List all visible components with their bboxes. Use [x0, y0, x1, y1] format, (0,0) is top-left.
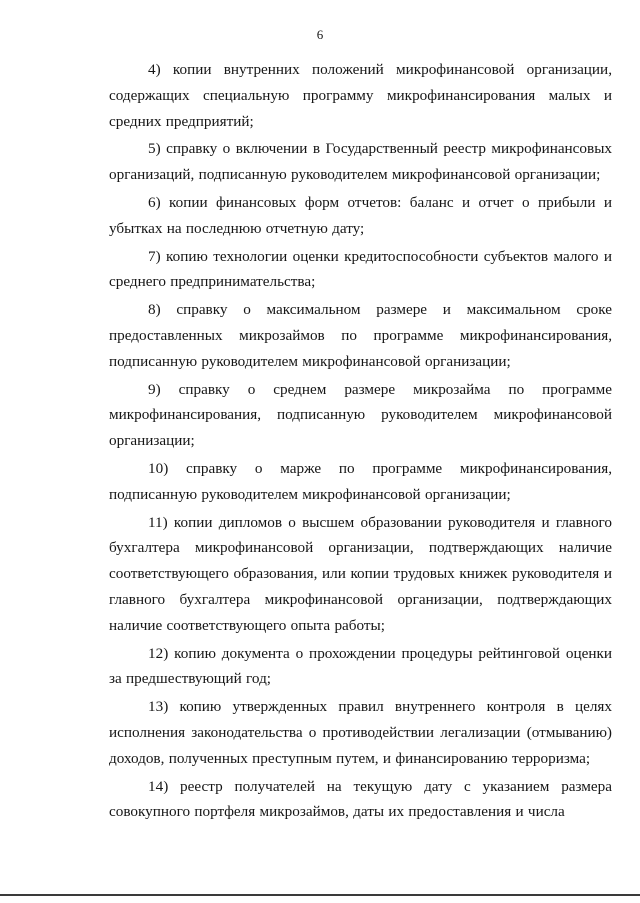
list-item-5: 5) справку о включении в Государственный реестр микрофинансовых организаций, подписанную руководителем микрофинансовой организации; — [109, 140, 612, 184]
list-item-9: 9) справку о среднем размере микрозайма по программе микрофинансирования, подписанную руководителем микрофинансовой организации; — [109, 380, 612, 450]
list-item-11: 11) копии дипломов о высшем образовании руководителя и главного бухгалтера микрофинансовой организации, подтверждающих наличие соответствующего образования, или копии трудовых книжек руководителя и главного бухгалтера микрофинансовой организации, подтверждающих наличие соответствующего опыта работы; — [109, 513, 612, 634]
list-item-13: 13) копию утвержденных правил внутреннего контроля в целях исполнения законодательства о противодействии легализации (отмыванию) доходов, полученных преступным путем, и финансированию терроризма; — [109, 698, 612, 767]
document-body — [109, 57, 612, 827]
list-item-8: 8) справку о максимальном размере и максимальном сроке предоставленных микрозаймов по программе микрофинансирования, подписанную руководителем микрофинансовой организации; — [109, 301, 612, 370]
list-item-14: 14) реестр получателей на текущую дату с указанием размера совокупного портфеля микрозаймов, даты их предоставления и числа — [109, 777, 612, 821]
list-item-7: 7) копию технологии оценки кредитоспособности субъектов малого и среднего предпринимательства; — [109, 247, 612, 291]
list-item-4: 4) копии внутренних положений микрофинансовой организации, содержащих специальную программу микрофинансирования малых и средних предприятий; — [109, 61, 612, 130]
page-number: 6 — [316, 27, 324, 42]
scan-bottom-edge — [0, 894, 640, 896]
list-item-6: 6) копии финансовых форм отчетов: баланс и отчет о прибыли и убытках на последнюю отчетную дату; — [109, 193, 612, 237]
list-item-10: 10) справку о марже по программе микрофинансирования, подписанную руководителем микрофинансовой организации; — [109, 459, 612, 503]
list-item-12: 12) копию документа о прохождении процедуры рейтинговой оценки за предшествующий год; — [109, 644, 612, 688]
